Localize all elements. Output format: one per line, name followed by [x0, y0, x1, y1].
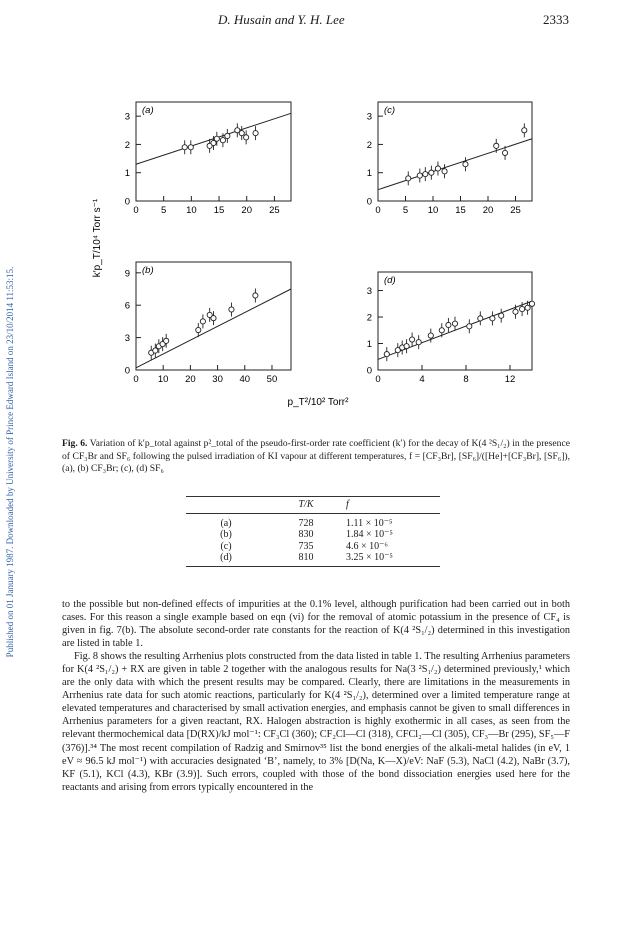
x-tick-label: 5	[161, 205, 167, 216]
row-panel: (b)	[220, 529, 232, 541]
data-point	[404, 344, 409, 349]
download-notice[interactable]: Published on 01 January 1987. Downloaded by University of Prince Edward Island on 23/10/2014 11:53:15.	[5, 266, 15, 658]
x-tick-label: 30	[212, 374, 223, 385]
data-point	[253, 131, 258, 136]
data-point	[182, 145, 187, 150]
x-tick-label: 20	[482, 205, 494, 216]
panel-label: (c)	[384, 105, 396, 116]
x-tick-label: 20	[241, 205, 253, 216]
row-temperature: 810	[266, 552, 346, 566]
y-tick-label: 9	[124, 268, 130, 280]
data-point	[214, 136, 219, 141]
data-point	[200, 319, 205, 324]
body-text	[62, 598, 570, 794]
data-point	[520, 306, 525, 311]
data-point	[467, 324, 472, 329]
data-point	[196, 327, 201, 332]
figure-6	[0, 0, 624, 440]
data-point	[406, 176, 411, 181]
data-point	[428, 333, 433, 338]
fit-line	[136, 289, 291, 368]
row-f: 4.6 × 10⁻⁶	[346, 540, 388, 552]
table-row	[186, 541, 440, 552]
x-tick-label: 5	[402, 205, 409, 216]
data-point	[499, 313, 504, 318]
x-tick-label: 40	[239, 374, 251, 385]
data-point	[439, 328, 444, 333]
table-header-f: f	[346, 497, 440, 514]
running-head-authors: D. Husain and Y. H. Lee	[218, 12, 345, 27]
panel-frame	[136, 102, 291, 201]
panel-b	[125, 262, 291, 385]
y-tick-label: 2	[366, 312, 372, 324]
row-f: 3.25 × 10⁻⁵	[346, 552, 440, 566]
x-tick-label: 4	[419, 374, 425, 385]
data-point	[417, 173, 422, 178]
y-tick-label: 3	[124, 111, 130, 123]
data-point	[229, 307, 234, 312]
row-panel: (c)	[220, 540, 232, 552]
x-tick-label: 10	[157, 374, 169, 385]
figure-caption	[62, 438, 570, 476]
x-tick-label: 15	[213, 205, 225, 216]
data-point	[188, 145, 193, 150]
data-point	[416, 340, 421, 345]
data-point	[429, 170, 434, 175]
figure-table	[186, 496, 440, 567]
panel-label: (d)	[384, 275, 396, 286]
data-point	[525, 305, 530, 310]
data-point	[423, 172, 428, 177]
data-point	[502, 150, 507, 155]
data-point	[239, 131, 244, 136]
x-axis-label: p_T²/10² Torr²	[287, 397, 349, 408]
panel-label: (a)	[142, 105, 154, 116]
panel-label: (b)	[142, 265, 154, 276]
data-point	[253, 293, 258, 298]
table-row	[186, 529, 440, 540]
y-tick-label: 2	[124, 139, 130, 151]
data-point	[494, 143, 499, 148]
x-tick-label: 25	[510, 205, 521, 216]
row-temperature: 830	[298, 529, 314, 541]
data-point	[410, 337, 415, 342]
data-point	[211, 316, 216, 321]
panel-c	[367, 102, 532, 216]
x-tick-label: 0	[133, 205, 139, 216]
y-tick-label: 3	[366, 111, 372, 123]
row-f: 1.11 × 10⁻⁵	[346, 518, 393, 529]
x-tick-label: 25	[269, 205, 280, 216]
data-point	[478, 316, 483, 321]
y-axis-label: k′p_T/10⁴ Torr s⁻¹	[92, 198, 103, 278]
fit-line	[378, 139, 532, 190]
data-point	[513, 309, 518, 314]
panel-a	[125, 102, 291, 216]
data-point	[225, 133, 230, 138]
y-tick-label: 1	[124, 168, 130, 180]
x-tick-label: 10	[186, 205, 197, 216]
page-number: 2333	[543, 12, 569, 27]
y-tick-label: 3	[124, 333, 130, 345]
x-tick-label: 20	[185, 374, 196, 385]
x-tick-label: 10	[427, 205, 439, 216]
row-panel: (a)	[220, 518, 232, 529]
data-point	[446, 322, 451, 327]
y-tick-label: 0	[124, 365, 130, 377]
data-point	[452, 321, 457, 326]
data-point	[522, 128, 527, 133]
x-tick-label: 8	[463, 374, 469, 385]
panel-frame	[378, 102, 532, 201]
row-f: 1.84 × 10⁻⁵	[346, 529, 393, 541]
data-point	[442, 169, 447, 174]
y-tick-label: 3	[366, 286, 372, 298]
data-point	[384, 352, 389, 357]
row-temperature: 735	[298, 540, 314, 552]
y-tick-label: 0	[124, 196, 130, 208]
y-tick-label: 2	[366, 139, 372, 151]
table-header-temperature: T/K	[266, 497, 346, 514]
table-header-panel	[186, 497, 266, 514]
paragraph-1: to the possible but non-defined effects of impurities at the 0.1% level, although purification had been carried out in both cases. For this reason a single example based on eqn (vi) for the removal of atomic potassium in the presence of CF₄ is given in fig. 7(b). The absolute second-order rate constants for the reaction of K(4 ²S₁/₂) determined in this investigation are listed in table 1.	[62, 599, 570, 650]
x-tick-label: 0	[375, 374, 381, 385]
data-point	[463, 162, 468, 167]
data-point	[164, 338, 169, 343]
panel-d	[367, 272, 535, 385]
caption-text: Variation of k′p_total against p²_total of the pseudo-first-order rate coefficient (k′) for the decay of K(4 ²S₁/₂) in the presence of CF₃Br and SF₆ following the pulsed irradiation of KI vapour at different temperatures, f = [CF₃Br], [SF₆]/([He]+[CF₃Br], [SF₆]), (a), (b) CF₃Br; (c), (d) SF₆	[62, 438, 570, 475]
x-tick-label: 0	[375, 205, 381, 216]
data-point	[490, 316, 495, 321]
table-row	[186, 514, 440, 530]
x-tick-label: 15	[455, 205, 466, 216]
y-tick-label: 1	[366, 168, 372, 180]
data-point	[435, 166, 440, 171]
table-row	[186, 552, 440, 566]
data-point	[244, 135, 249, 140]
row-temperature: 728	[298, 518, 314, 529]
x-tick-label: 12	[504, 374, 516, 385]
y-tick-label: 0	[366, 196, 372, 208]
caption-label: Fig. 6.	[62, 438, 88, 449]
y-tick-label: 6	[124, 300, 130, 312]
x-tick-label: 0	[133, 374, 139, 385]
data-point	[529, 301, 534, 306]
paragraph-2: Fig. 8 shows the resulting Arrhenius plots constructed from the data listed in table 1. The resulting Arrhenius parameters for K(4 ²S₁/₂) + RX are given in table 2 together with the analogous results for Na(3 ²S₁/₂) determined previously,¹ which are the only data with which the present results may be compared. Clearly, there are limitations in the measurements in Arrhenius rate data for such atomic reactions, particularly for K(4 ²S₁/₂), determined over a limited temperature range at elevated temperatures and characterised by small activation energies, and emphasis cannot be given to small differences in Arrhenius parameters for a given reactant, RX. Halogen abstraction is highly exothermic in all cases, as seen from the relevant thermochemical data [D(RX)/kJ mol⁻¹: CF₃Cl (360); CF₂Cl—Cl (318), CFCl₂—Cl (305), CF₃—Br (295), SF₅—F (376)].³⁴ The most recent compilation of Radzig and Smirnov³⁵ list the bond energies of the alkali-metal halides (in eV, 1 eV ≈ 96.5 kJ mol⁻¹) with accuracies designated ‘B’, namely, to 3% [D(Na, K—X)/eV: NaF (5.3), NaCl (4.2), NaBr (3.7), KF (5.1), KCl (4.3), KBr (3.9)]. Such errors, coupled with those of the bond dissociation energies used here for the reactants and arising from errors typically encountered in the	[62, 651, 570, 793]
data-point	[220, 138, 225, 143]
x-tick-label: 50	[266, 374, 278, 385]
row-panel: (d)	[186, 552, 266, 566]
y-tick-label: 1	[366, 339, 372, 351]
y-tick-label: 0	[366, 365, 372, 377]
